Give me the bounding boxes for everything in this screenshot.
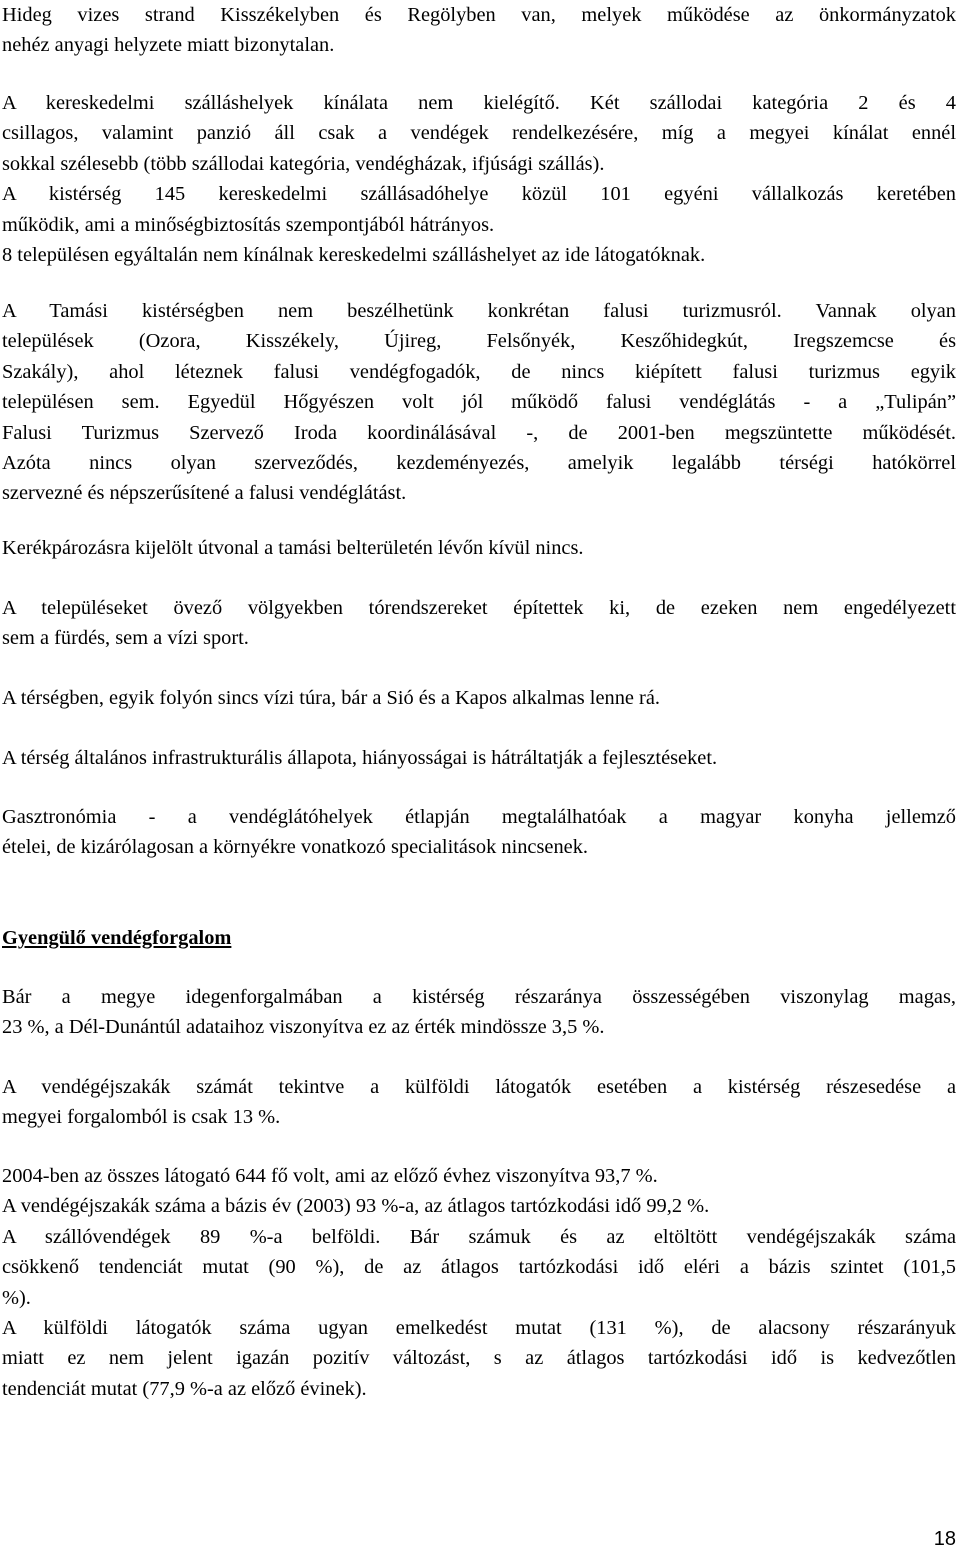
text-line: A vendégéjszakák számát tekintve a külföldi látogatók esetében a kistérség részesedése a	[2, 1076, 956, 1098]
paragraph-gasztronomia	[2, 802, 956, 863]
text-line: A településeket övező völgyekben tórendszereket építettek ki, de ezeken nem engedélyezett	[2, 597, 956, 619]
text-line: %).	[2, 1286, 31, 1309]
text-line: nehéz anyagi helyzete miatt bizonytalan.	[2, 34, 335, 57]
text-line: 2004-ben az összes látogató 644 fő volt, ami az előző évhez viszonyítva 93,7 %.	[2, 1165, 658, 1187]
text-line: tendenciát mutat (77,9 %-a az előző évinek).	[2, 1377, 367, 1400]
text-line: 23 %, a Dél-Dunántúl adataihoz viszonyítva ez az érték mindössze 3,5 %.	[2, 1016, 605, 1039]
paragraph-falusi-turizmus	[2, 296, 956, 509]
text-line: sem a fürdés, sem a vízi sport.	[2, 627, 249, 650]
text-line: A térségben, egyik folyón sincs vízi túra, bár a Sió és a Kapos alkalmas lenne rá.	[2, 687, 660, 709]
text-line: miatt ez nem jelent igazán pozitív változást, s az átlagos tartózkodási idő is kedvezőtlen	[2, 1347, 956, 1370]
text-line: megyei forgalomból is csak 13 %.	[2, 1106, 281, 1129]
text-line: települések (Ozora, Kisszékely, Újireg, Felsőnyék, Keszőhidegkút, Iregszemcse és	[2, 330, 956, 353]
text-line: Falusi Turizmus Szervező Iroda koordinálásával -, de 2001-ben megszüntette működését.	[2, 421, 956, 444]
text-line: csökkenő tendenciát mutat (90 %), de az átlagos tartózkodási idő eléri a bázis szintet (101,5	[2, 1256, 956, 1279]
text-line: 8 településen egyáltalán nem kínálnak kereskedelmi szálláshelyet az ide látogatóknak.	[2, 244, 706, 267]
text-line: településen sem. Egyedül Hőgyészen volt jól működő falusi vendéglátás - a „Tulipán”	[2, 391, 956, 414]
text-line: A térség általános infrastrukturális állapota, hiányosságai is hátráltatják a fejlesztéseket.	[2, 747, 718, 769]
text-line: A kereskedelmi szálláshelyek kínálata nem kielégítő. Két szállodai kategória 2 és 4	[2, 92, 956, 114]
text-line: csillagos, valamint panzió áll csak a vendégek rendelkezésére, míg a megyei kínálat ennél	[2, 122, 956, 145]
paragraph-reszarany	[2, 982, 956, 1043]
text-line: szervezné és népszerűsítené a falusi vendéglátást.	[2, 482, 407, 505]
text-line: Hideg vizes strand Kisszékelyben és Regölyben van, melyek működése az önkormányzatok	[2, 4, 956, 26]
text-line: A külföldi látogatók száma ugyan emelkedést mutat (131 %), de alacsony részarányuk	[2, 1317, 956, 1340]
paragraph-torendszer	[2, 593, 956, 654]
text-line: Kerékpározásra kijelölt útvonal a tamási belterületén lévőn kívül nincs.	[2, 537, 584, 559]
paragraph-vizi-tura	[2, 683, 956, 713]
paragraph-strand	[2, 0, 956, 61]
text-line: sokkal szélesebb (több szállodai kategória, vendégházak, ifjúsági szállás).	[2, 152, 605, 175]
page-number: 18	[933, 1528, 956, 1550]
text-line: Szakály), ahol léteznek falusi vendégfogadók, de nincs kiépített falusi turizmus egyik	[2, 360, 956, 383]
text-line: Gasztronómia - a vendéglátóhelyek étlapján megtalálhatóak a magyar konyha jellemző	[2, 806, 956, 828]
text-line: Azóta nincs olyan szerveződés, kezdeményezés, amelyik legalább térségi hatókörrel	[2, 452, 956, 475]
paragraph-szallashelyek	[2, 88, 956, 270]
text-line: A szállóvendégek 89 %-a belföldi. Bár számuk és az eltöltött vendégéjszakák száma	[2, 1225, 956, 1248]
paragraph-vendegejszakak	[2, 1072, 956, 1133]
paragraph-infrastruktura	[2, 743, 956, 773]
text-line: ételei, de kizárólagosan a környékre vonatkozó specialitások nincsenek.	[2, 836, 589, 859]
paragraph-kerekpar	[2, 533, 956, 563]
section-heading: Gyengülő vendégforgalom	[2, 927, 232, 949]
text-line: A kistérség 145 kereskedelmi szállásadóhelye közül 101 egyéni vállalkozás keretében	[2, 183, 956, 206]
text-line: A vendégéjszakák száma a bázis év (2003) 93 %-a, az átlagos tartózkodási idő 99,2 %.	[2, 1195, 710, 1218]
text-line: Bár a megye idegenforgalmában a kistérség részaránya összességében viszonylag magas,	[2, 986, 956, 1008]
text-line: A Tamási kistérségben nem beszélhetünk konkrétan falusi turizmusról. Vannak olyan	[2, 300, 956, 322]
paragraph-statisztika-2004	[2, 1161, 956, 1404]
text-line: működik, ami a minőségbiztosítás szempontjából hátrányos.	[2, 213, 495, 236]
